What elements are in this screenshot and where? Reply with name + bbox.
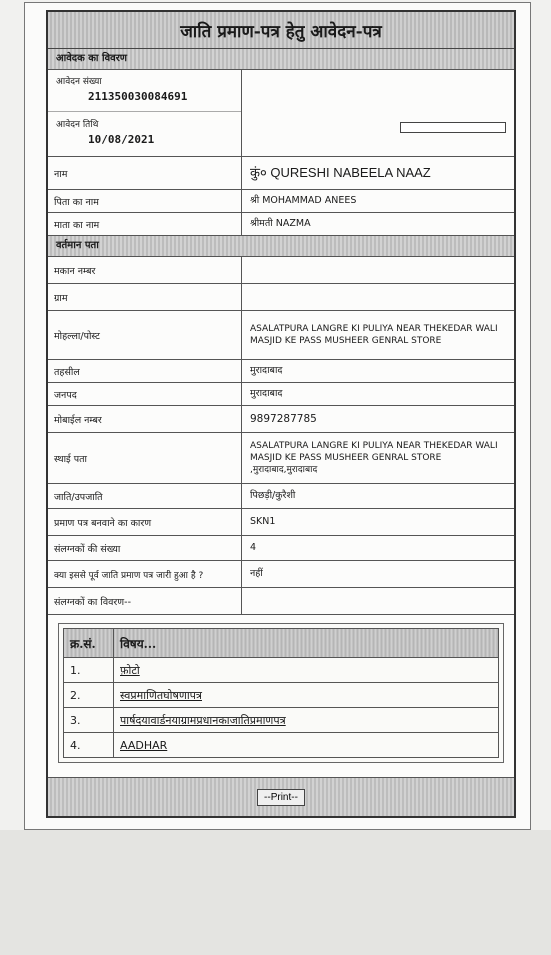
serial-number: 3. (64, 708, 114, 733)
attachment-link-councillor-certificate[interactable]: पार्षदयावार्डनयाग्रामप्रधानकाजातिप्रमाणपत्र (120, 713, 286, 727)
mobile-label: मोबाईल नम्बर (48, 406, 242, 432)
house-number-label: मकान नम्बर (48, 257, 242, 283)
attachment-details-value (242, 588, 514, 614)
mother-label: माता का नाम (48, 213, 242, 235)
row-name (48, 157, 514, 190)
district-label: जनपद (48, 383, 242, 405)
attachment-link-self-declaration[interactable]: स्वप्रमाणितघोषणापत्र (120, 688, 202, 702)
row-district (48, 383, 514, 406)
form-title: जाति प्रमाण-पत्र हेतु आवेदन-पत्र (48, 12, 514, 49)
mobile-value: 9897287785 (250, 413, 317, 425)
previous-certificate-label: क्या इससे पूर्व जाति प्रमाण पत्र जारी हुआ है ? (48, 561, 242, 587)
subject-cell (114, 683, 499, 708)
attachments-box (58, 623, 504, 763)
attachments-header-row (64, 629, 499, 658)
photo-area (242, 70, 514, 156)
attachments-table (63, 628, 499, 758)
subject-cell (114, 658, 499, 683)
subject-header: विषय... (114, 629, 499, 658)
permanent-address-value: ASALATPURA LANGRE KI PULIYA NEAR THEKEDAR WALI MASJID KE PASS MUSHEER GENRAL STORE ,मुरादाबाद,मुरादाबाद (250, 441, 498, 475)
attachment-link-aadhar[interactable]: AADHAR (120, 738, 168, 752)
name-label: नाम (48, 157, 242, 189)
village-value (242, 284, 514, 310)
table-row (64, 733, 499, 758)
attachment-details-label: संलग्नकों का विवरण-- (48, 588, 242, 614)
application-number-label: आवेदन संख्या (56, 77, 102, 87)
application-meta (48, 70, 242, 156)
row-village (48, 284, 514, 311)
tehsil-value: मुरादाबाद (250, 365, 283, 376)
row-attachment-details (48, 588, 514, 615)
row-reason (48, 509, 514, 536)
permanent-address-label: स्थाई पता (48, 433, 242, 483)
attachment-link-photo[interactable]: फ़ोटो (120, 663, 140, 677)
address-section-header: वर्तमान पता (48, 236, 514, 257)
district-value: मुरादाबाद (250, 388, 283, 399)
subject-cell (114, 708, 499, 733)
application-date-label: आवेदन तिथि (56, 120, 99, 130)
form-footer (48, 777, 514, 816)
serial-number: 1. (64, 658, 114, 683)
row-permanent-address (48, 433, 514, 484)
father-value: श्री MOHAMMAD ANEES (250, 195, 357, 206)
application-number: 211350030084691 (88, 90, 188, 103)
father-label: पिता का नाम (48, 190, 242, 212)
serial-number: 4. (64, 733, 114, 758)
page-shadow (0, 830, 551, 955)
attachment-count-label: संलग्नकों की संख्या (48, 536, 242, 560)
locality-value: ASALATPURA LANGRE KI PULIYA NEAR THEKEDAR WALI MASJID KE PASS MUSHEER GENRAL STORE (250, 324, 498, 346)
name-value: कुं० QURESHI NABEELA NAAZ (250, 165, 431, 180)
reason-label: प्रमाण पत्र बनवाने का कारण (48, 509, 242, 535)
meta-divider (48, 111, 241, 112)
row-tehsil (48, 360, 514, 383)
caste-label: जाति/उपजाति (48, 484, 242, 508)
reason-value: SKN1 (250, 516, 276, 527)
applicant-section-header: आवेदक का विवरण (48, 49, 514, 70)
table-row (64, 658, 499, 683)
serial-number: 2. (64, 683, 114, 708)
row-attachment-count (48, 536, 514, 561)
subject-cell (114, 733, 499, 758)
caste-value: पिछड़ी/कुरैशी (250, 490, 296, 501)
row-mobile (48, 406, 514, 433)
table-row (64, 708, 499, 733)
tehsil-label: तहसील (48, 360, 242, 382)
table-row (64, 683, 499, 708)
village-label: ग्राम (48, 284, 242, 310)
photo-placeholder (400, 122, 506, 133)
row-locality (48, 311, 514, 360)
previous-certificate-value: नहीं (250, 568, 263, 579)
caste-certificate-form (46, 10, 516, 818)
application-info (48, 70, 514, 157)
row-house-number (48, 257, 514, 284)
attachment-count-value: 4 (250, 542, 257, 553)
application-date: 10/08/2021 (88, 133, 155, 146)
print-button[interactable]: --Print-- (257, 789, 305, 806)
mother-value: श्रीमती NAZMA (250, 218, 311, 229)
row-caste (48, 484, 514, 509)
house-number-value (242, 257, 514, 283)
row-mother (48, 213, 514, 236)
row-previous-certificate (48, 561, 514, 588)
serial-header: क्र.सं. (64, 629, 114, 658)
row-father (48, 190, 514, 213)
locality-label: मोहल्ला/पोस्ट (48, 311, 242, 359)
